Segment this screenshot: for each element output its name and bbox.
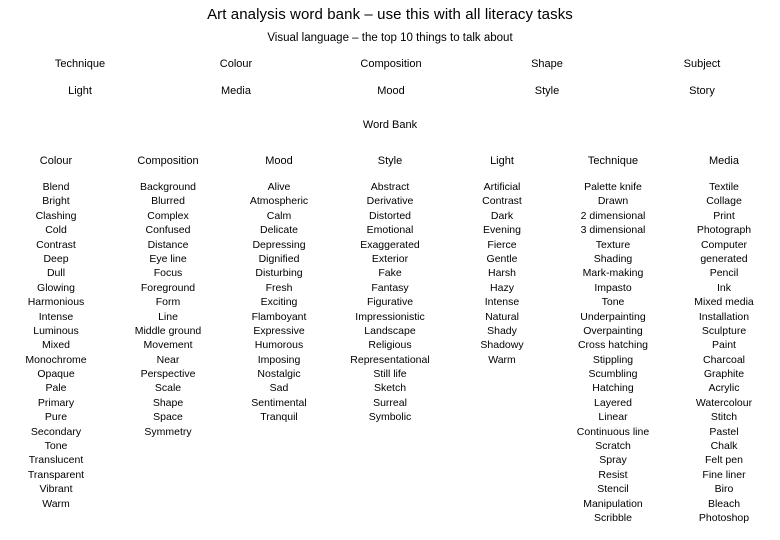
word-item: Exciting xyxy=(260,296,298,309)
word-list xyxy=(108,180,228,439)
word-item: Impressionistic xyxy=(355,310,425,323)
column-heading: Colour xyxy=(39,155,73,167)
word-column xyxy=(553,154,673,525)
word-item: Impasto xyxy=(594,281,632,294)
word-item: Stencil xyxy=(597,483,629,496)
word-item: Evening xyxy=(483,224,521,237)
word-item: Vibrant xyxy=(39,483,73,496)
word-item: Foreground xyxy=(140,281,196,294)
word-item: Pencil xyxy=(709,267,739,280)
word-item: Sentimental xyxy=(251,396,307,409)
word-list xyxy=(553,180,673,525)
word-item: Pastel xyxy=(709,425,739,438)
word-item: Fresh xyxy=(265,281,293,294)
word-item: Resist xyxy=(598,468,628,481)
word-column xyxy=(108,154,228,439)
word-item: Space xyxy=(153,411,183,424)
word-item: Blend xyxy=(42,181,70,193)
word-item: Biro xyxy=(714,483,734,496)
word-item: Landscape xyxy=(364,324,416,337)
word-item: Dark xyxy=(490,209,514,222)
word-item: Overpainting xyxy=(583,324,643,337)
word-list xyxy=(664,180,780,525)
topic-1-5: Subject xyxy=(683,58,721,70)
topic-2-5: Story xyxy=(689,85,715,97)
word-item: Print xyxy=(713,209,735,222)
word-item: Exterior xyxy=(371,252,409,265)
word-item: Movement xyxy=(143,339,193,352)
word-item: Palette knife xyxy=(584,181,642,193)
word-item: Continuous line xyxy=(576,425,650,438)
topic-1-3: Composition xyxy=(360,58,422,70)
page-title: Art analysis word bank – use this with all literacy tasks xyxy=(207,6,573,23)
column-heading: Light xyxy=(490,155,514,167)
word-item: generated xyxy=(700,252,748,265)
word-item: Derivative xyxy=(366,195,414,208)
word-item: Charcoal xyxy=(702,353,746,366)
word-item: Pale xyxy=(45,382,67,395)
word-item: Textile xyxy=(709,181,739,193)
word-item: Sketch xyxy=(373,382,407,395)
word-item: Stitch xyxy=(710,411,738,424)
word-item: Middle ground xyxy=(134,324,202,337)
word-item: Harmonious xyxy=(27,296,85,309)
column-heading: Mood xyxy=(265,155,293,167)
word-item: Luminous xyxy=(33,324,79,337)
word-item: Nostalgic xyxy=(257,368,301,381)
word-item: Intense xyxy=(38,310,74,323)
word-item: Gentle xyxy=(486,252,518,265)
word-item: Acrylic xyxy=(708,382,740,395)
word-item: Natural xyxy=(485,310,519,323)
column-heading: Style xyxy=(377,155,403,167)
word-item: Expressive xyxy=(253,324,305,337)
word-item: Photoshop xyxy=(698,511,750,524)
word-item: Shape xyxy=(152,396,184,409)
word-item: Distance xyxy=(147,238,189,251)
word-item: Contrast xyxy=(36,238,76,251)
word-item: Symmetry xyxy=(144,425,192,438)
column-heading: Technique xyxy=(587,155,639,167)
word-item: Scale xyxy=(154,382,182,395)
word-item: Shading xyxy=(593,252,633,265)
word-item: Confused xyxy=(145,224,191,237)
word-item: Surreal xyxy=(373,396,407,409)
word-item: Flamboyant xyxy=(251,310,307,323)
word-item: Opaque xyxy=(37,368,75,381)
word-item: Distorted xyxy=(368,209,411,222)
word-item: Monochrome xyxy=(25,353,87,366)
word-item: Watercolour xyxy=(695,396,753,409)
word-bank-label: Word Bank xyxy=(362,119,418,131)
word-item: Paint xyxy=(712,339,736,352)
word-item: Artificial xyxy=(483,181,521,193)
word-item: Primary xyxy=(37,396,75,409)
word-item: Form xyxy=(155,296,181,309)
word-item: Tone xyxy=(601,296,625,309)
word-item: Scumbling xyxy=(588,368,638,381)
word-item: Representational xyxy=(350,353,430,366)
word-item: Tranquil xyxy=(260,411,298,424)
page-subtitle: Visual language – the top 10 things to talk about xyxy=(267,32,513,44)
word-item: Eye line xyxy=(149,252,187,265)
word-item: Drawn xyxy=(597,195,629,208)
word-item: Felt pen xyxy=(705,454,743,467)
word-item: Clashing xyxy=(35,209,77,222)
word-item: Scribble xyxy=(594,511,632,524)
word-item: Exaggerated xyxy=(360,238,420,251)
topic-2-4: Style xyxy=(534,85,560,97)
word-column xyxy=(219,154,339,425)
word-item: Pure xyxy=(44,411,68,424)
word-item: Translucent xyxy=(28,454,84,467)
word-item: Contrast xyxy=(482,195,522,208)
word-item: 2 dimensional xyxy=(580,209,646,222)
word-item: Fine liner xyxy=(702,468,746,481)
word-item: Mixed media xyxy=(694,296,754,309)
word-column xyxy=(664,154,780,525)
word-list xyxy=(330,180,450,425)
word-item: Manipulation xyxy=(583,497,643,510)
word-item: Background xyxy=(139,181,197,193)
word-item: Depressing xyxy=(252,238,306,251)
word-item: Texture xyxy=(595,238,631,251)
word-column xyxy=(0,154,116,511)
word-item: Harsh xyxy=(487,267,516,280)
word-item: Scratch xyxy=(595,440,631,453)
word-item: Blurred xyxy=(151,195,185,208)
word-item: Fantasy xyxy=(371,281,409,294)
word-item: Fake xyxy=(378,267,402,280)
word-item: Mark-making xyxy=(582,267,644,280)
word-item: Layered xyxy=(594,396,632,409)
word-item: Delicate xyxy=(260,224,298,237)
word-item: Calm xyxy=(266,209,292,222)
word-item: Warm xyxy=(42,497,70,510)
word-item: Symbolic xyxy=(368,411,412,424)
word-item: Computer xyxy=(700,238,748,251)
word-item: Figurative xyxy=(366,296,414,309)
word-item: Graphite xyxy=(703,368,745,381)
word-item: Atmospheric xyxy=(249,195,309,208)
word-item: Near xyxy=(156,353,180,366)
word-item: Glowing xyxy=(37,281,75,294)
word-item: Bright xyxy=(42,195,70,208)
word-item: Alive xyxy=(267,181,291,193)
word-item: Ink xyxy=(716,281,731,294)
word-item: Hazy xyxy=(490,281,514,294)
word-item: Complex xyxy=(147,209,189,222)
word-item: Dull xyxy=(46,267,66,280)
word-list xyxy=(442,180,562,367)
word-item: Cross hatching xyxy=(577,339,649,352)
word-item: Imposing xyxy=(257,353,301,366)
word-item: Chalk xyxy=(710,440,738,453)
word-item: Hatching xyxy=(592,382,634,395)
word-item: Spray xyxy=(599,454,627,467)
topic-2-2: Media xyxy=(221,85,251,97)
word-item: Abstract xyxy=(370,181,410,193)
word-item: Humorous xyxy=(254,339,304,352)
word-item: Warm xyxy=(488,353,516,366)
topic-2-1: Light xyxy=(68,85,92,97)
word-item: Mixed xyxy=(41,339,70,352)
word-item: Cold xyxy=(45,224,67,237)
topic-1-1: Technique xyxy=(54,58,106,70)
word-item: Tone xyxy=(44,440,68,453)
word-item: Underpainting xyxy=(580,310,646,323)
word-item: Religious xyxy=(368,339,412,352)
word-item: Sad xyxy=(269,382,289,395)
word-item: Intense xyxy=(484,296,520,309)
word-item: Fierce xyxy=(487,238,517,251)
column-heading: Composition xyxy=(137,155,199,167)
word-item: Photograph xyxy=(696,224,752,237)
word-item: Perspective xyxy=(140,368,196,381)
word-list xyxy=(219,180,339,425)
column-heading: Media xyxy=(709,155,739,167)
topic-1-4: Shape xyxy=(531,58,563,70)
word-item: Deep xyxy=(43,252,69,265)
word-item: Dignified xyxy=(258,252,300,265)
word-item: Emotional xyxy=(366,224,414,237)
word-item: Sculpture xyxy=(701,324,747,337)
word-item: 3 dimensional xyxy=(580,224,646,237)
word-item: Collage xyxy=(706,195,742,208)
word-list xyxy=(0,180,116,511)
word-column xyxy=(442,154,562,367)
word-column xyxy=(330,154,450,425)
word-item: Shady xyxy=(487,324,517,337)
word-item: Transparent xyxy=(27,468,85,481)
word-item: Linear xyxy=(598,411,628,424)
word-item: Secondary xyxy=(30,425,82,438)
topic-1-2: Colour xyxy=(219,58,253,70)
topic-2-3: Mood xyxy=(377,85,405,97)
word-item: Installation xyxy=(698,310,750,323)
word-item: Shadowy xyxy=(480,339,524,352)
word-item: Line xyxy=(158,310,178,323)
word-item: Disturbing xyxy=(255,267,303,280)
word-item: Bleach xyxy=(707,497,741,510)
word-item: Still life xyxy=(373,368,407,381)
word-item: Stippling xyxy=(592,353,634,366)
word-item: Focus xyxy=(153,267,183,280)
